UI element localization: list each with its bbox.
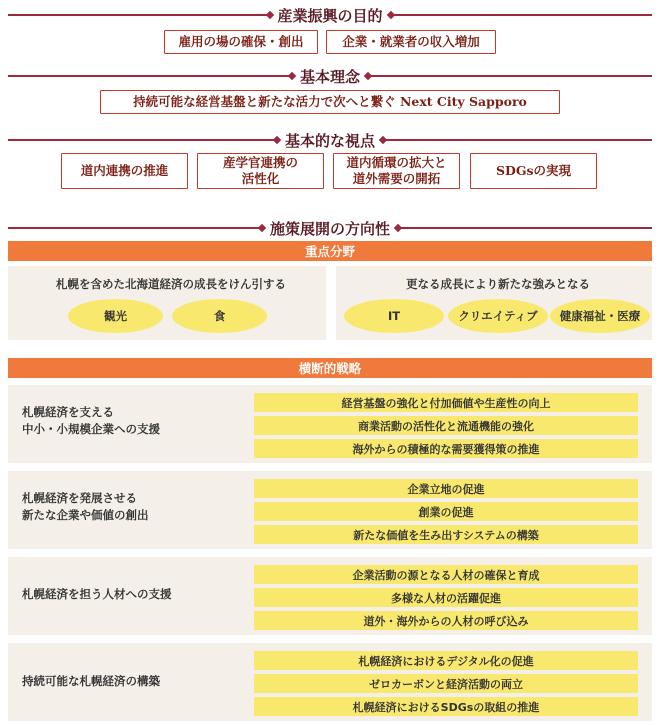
philosophy-title: 基本理念	[300, 67, 361, 86]
purpose-heading	[8, 5, 652, 25]
strategy-row-label: 札幌経済を支える 中小・小規模企業への支援	[22, 405, 160, 436]
strategy-item: 新たな価値を生み出すシステムの構築	[254, 525, 638, 544]
priority-bar: 重点分野	[8, 241, 652, 261]
strategy-row-label: 持続可能な札幌経済の構築	[22, 674, 160, 688]
priority-item-creative: クリエイティブ	[448, 299, 548, 333]
purpose-item-income: 企業・就業者の収入増加	[326, 30, 496, 54]
priority-panel-new-strength	[336, 266, 652, 340]
priority-item-food: 食	[172, 299, 267, 333]
policy-heading	[8, 218, 652, 238]
strategy-item: 道外・海外からの人材の呼び込み	[254, 611, 638, 630]
philosophy-heading	[8, 66, 652, 86]
priority-item-healthcare: 健康福祉・医療	[550, 299, 650, 333]
strategy-item: 企業立地の促進	[254, 479, 638, 498]
policy-title: 施策展開の方向性	[270, 219, 391, 238]
priority-item-tourism: 観光	[68, 299, 163, 333]
strategy-item: 札幌経済におけるデジタル化の促進	[254, 651, 638, 670]
priority-item-it: IT	[344, 299, 444, 333]
viewpoint-item-industry-academia: 産学官連携の 活性化	[197, 153, 324, 189]
cross-strategy-bar: 横断的戦略	[8, 358, 652, 378]
strategy-item: ゼロカーボンと経済活動の両立	[254, 674, 638, 693]
purpose-title: 産業振興の目的	[277, 6, 383, 25]
strategy-item: 札幌経済におけるSDGsの取組の推進	[254, 697, 638, 716]
strategy-item: 創業の促進	[254, 502, 638, 521]
strategy-item: 経営基盤の強化と付加価値や生産性の向上	[254, 393, 638, 412]
strategy-row-label: 札幌経済を担う人材への支援	[22, 587, 172, 601]
strategy-item: 多様な人材の活躍促進	[254, 588, 638, 607]
strategy-row-label: 札幌経済を発展させる 新たな企業や価値の創出	[22, 491, 149, 522]
priority-panel-title: 札幌を含めた北海道経済の成長をけん引する	[56, 277, 286, 291]
viewpoints-heading	[8, 130, 652, 150]
priority-panel-growth	[8, 266, 326, 340]
purpose-item-employment: 雇用の場の確保・創出	[164, 30, 318, 54]
strategy-item: 商業活動の活性化と流通機能の強化	[254, 416, 638, 435]
strategy-item: 海外からの積極的な需要獲得策の推進	[254, 439, 638, 458]
viewpoint-item-circulation: 道内循環の拡大と 道外需要の開拓	[333, 153, 460, 189]
viewpoint-item-hokkaido: 道内連携の推進	[61, 153, 188, 189]
priority-panel-title: 更なる成長により新たな強みとなる	[406, 277, 590, 291]
viewpoint-item-sdgs: SDGsの実現	[470, 153, 597, 189]
viewpoints-title: 基本的な視点	[285, 131, 376, 150]
strategy-item: 企業活動の源となる人材の確保と育成	[254, 565, 638, 584]
philosophy-statement: 持続可能な経営基盤と新たな活力で次へと繋ぐ Next City Sapporo	[100, 90, 560, 114]
